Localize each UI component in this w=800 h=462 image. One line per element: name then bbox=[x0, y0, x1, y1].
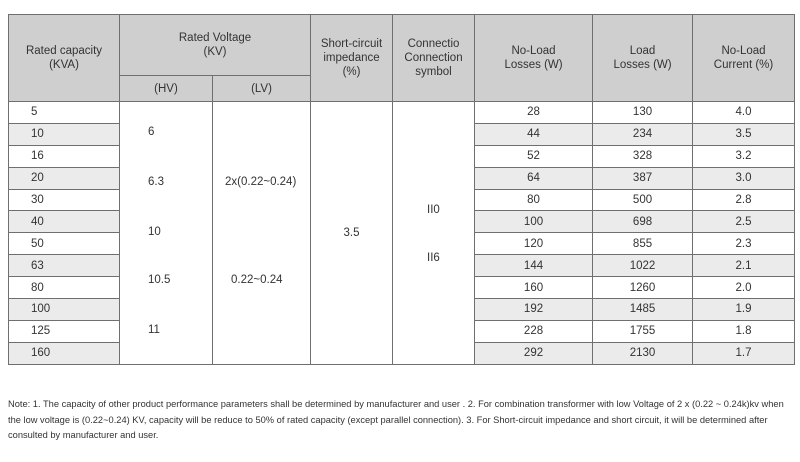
no-load-losses-cell: 160 bbox=[475, 277, 593, 299]
capacity-cell: 160 bbox=[9, 342, 120, 364]
header-no-load-current-text: No-Load Current (%) bbox=[713, 45, 774, 71]
lv-value: 0.22~0.24 bbox=[231, 274, 283, 287]
load-losses-cell: 1022 bbox=[593, 255, 693, 277]
no-load-current-cell: 2.5 bbox=[693, 211, 795, 233]
header-no-load-current bbox=[693, 15, 795, 102]
hv-value: 10.5 bbox=[148, 274, 171, 287]
no-load-losses-cell: 28 bbox=[475, 102, 593, 124]
no-load-current-cell: 3.5 bbox=[693, 123, 795, 145]
capacity-cell: 30 bbox=[9, 189, 120, 211]
header-rated-capacity bbox=[9, 15, 120, 102]
load-losses-cell: 1755 bbox=[593, 320, 693, 342]
header-no-load-losses bbox=[475, 15, 593, 102]
header-connection bbox=[393, 15, 475, 102]
load-losses-cell: 234 bbox=[593, 123, 693, 145]
header-lv: (LV) bbox=[213, 76, 311, 102]
transformer-spec-table bbox=[8, 14, 795, 365]
capacity-cell: 63 bbox=[9, 255, 120, 277]
hv-column bbox=[120, 102, 213, 365]
header-hv: (HV) bbox=[120, 76, 213, 102]
header-impedance-text: Short-circuit impedance (%) bbox=[320, 38, 383, 78]
capacity-cell: 100 bbox=[9, 299, 120, 321]
capacity-cell: 50 bbox=[9, 233, 120, 255]
lv-column bbox=[213, 102, 311, 365]
header-rated-voltage bbox=[120, 15, 311, 76]
load-losses-cell: 698 bbox=[593, 211, 693, 233]
no-load-current-cell: 2.3 bbox=[693, 233, 795, 255]
hv-value: 11 bbox=[148, 324, 160, 337]
no-load-current-cell: 1.8 bbox=[693, 320, 795, 342]
no-load-losses-cell: 52 bbox=[475, 145, 593, 167]
no-load-losses-cell: 228 bbox=[475, 320, 593, 342]
header-rated-capacity-text: Rated capacity (KVA) bbox=[25, 45, 103, 71]
capacity-cell: 125 bbox=[9, 320, 120, 342]
load-losses-cell: 328 bbox=[593, 145, 693, 167]
capacity-cell: 80 bbox=[9, 277, 120, 299]
capacity-cell: 10 bbox=[9, 123, 120, 145]
hv-value: 6.3 bbox=[148, 176, 164, 189]
hv-value: 10 bbox=[148, 226, 161, 239]
header-rated-voltage-text: Rated Voltage (KV) bbox=[178, 32, 252, 58]
load-losses-cell: 1485 bbox=[593, 299, 693, 321]
no-load-losses-cell: 292 bbox=[475, 342, 593, 364]
load-losses-cell: 2130 bbox=[593, 342, 693, 364]
lv-value: 2x(0.22~0.24) bbox=[225, 176, 297, 189]
load-losses-cell: 500 bbox=[593, 189, 693, 211]
hv-value: 6 bbox=[148, 126, 155, 139]
load-losses-cell: 130 bbox=[593, 102, 693, 124]
header-load-losses bbox=[593, 15, 693, 102]
no-load-current-cell: 3.2 bbox=[693, 145, 795, 167]
table-row bbox=[9, 102, 795, 124]
no-load-current-cell: 1.7 bbox=[693, 342, 795, 364]
load-losses-cell: 855 bbox=[593, 233, 693, 255]
no-load-losses-cell: 64 bbox=[475, 167, 593, 189]
load-losses-cell: 387 bbox=[593, 167, 693, 189]
no-load-current-cell: 2.1 bbox=[693, 255, 795, 277]
capacity-cell: 16 bbox=[9, 145, 120, 167]
capacity-cell: 20 bbox=[9, 167, 120, 189]
connection-value: II0 bbox=[427, 204, 440, 217]
header-no-load-losses-text: No-Load Losses (W) bbox=[504, 45, 563, 71]
no-load-current-cell: 1.9 bbox=[693, 299, 795, 321]
impedance-value: 3.5 bbox=[311, 102, 393, 365]
load-losses-cell: 1260 bbox=[593, 277, 693, 299]
no-load-current-cell: 4.0 bbox=[693, 102, 795, 124]
no-load-losses-cell: 44 bbox=[475, 123, 593, 145]
no-load-losses-cell: 144 bbox=[475, 255, 593, 277]
connection-column bbox=[393, 102, 475, 365]
header-connection-text: Connectio Connection symbol bbox=[404, 38, 463, 78]
connection-value: II6 bbox=[427, 252, 440, 265]
no-load-losses-cell: 120 bbox=[475, 233, 593, 255]
no-load-current-cell: 3.0 bbox=[693, 167, 795, 189]
no-load-losses-cell: 100 bbox=[475, 211, 593, 233]
no-load-current-cell: 2.0 bbox=[693, 277, 795, 299]
no-load-current-cell: 2.8 bbox=[693, 189, 795, 211]
capacity-cell: 5 bbox=[9, 102, 120, 124]
header-impedance bbox=[311, 15, 393, 102]
no-load-losses-cell: 80 bbox=[475, 189, 593, 211]
no-load-losses-cell: 192 bbox=[475, 299, 593, 321]
capacity-cell: 40 bbox=[9, 211, 120, 233]
footnote: Note: 1. The capacity of other product performance parameters shall be determined by manufacturer and user . 2. For combination transformer with low Voltage of 2 x (0.22 ~ 0.24k)kv when the low voltage is (0.22~0.24) KV, capacity will be reduce to 50% of rated capacity (except parallel connection). 3. For Short-circuit impedance and short circuit, it will be determined after consulted by manufacturer and user. bbox=[8, 399, 784, 440]
header-load-losses-text: Load Losses (W) bbox=[613, 45, 672, 71]
